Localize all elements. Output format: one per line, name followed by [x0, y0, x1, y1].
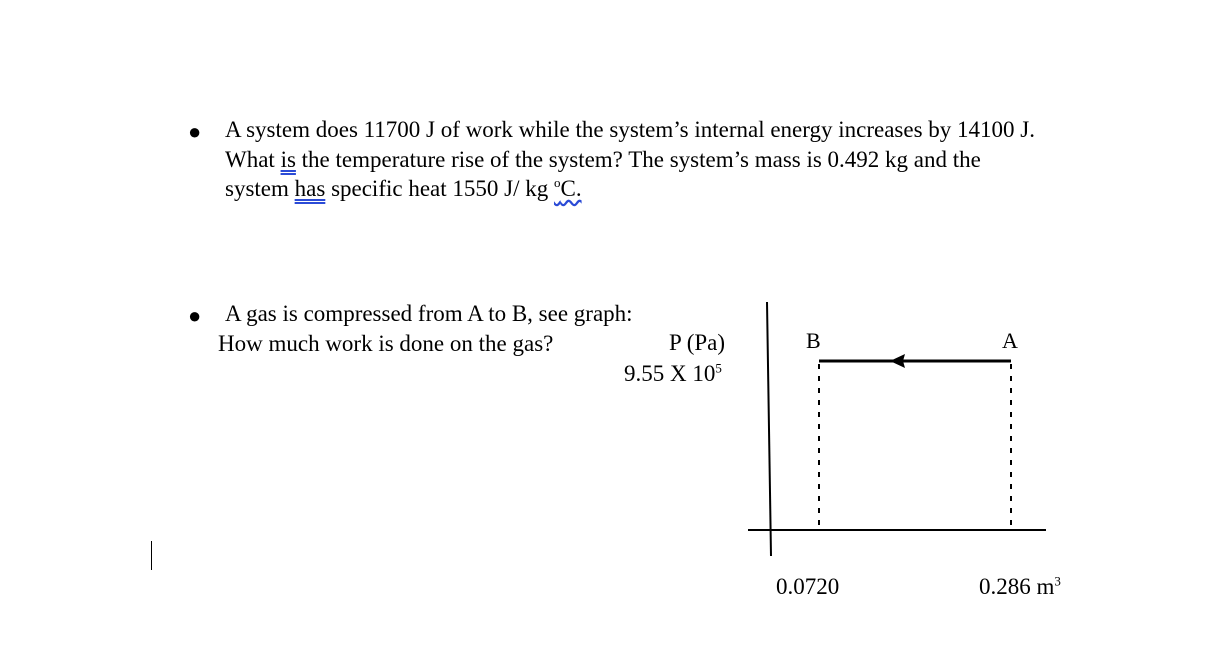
point-b-label: B — [806, 328, 821, 353]
q2-line-1: A gas is compressed from A to B, see graph: — [225, 301, 633, 326]
y-axis-label: P (Pa) — [669, 330, 726, 355]
q1-line-1: A system does 11700 J of work while the system’s internal energy increases by 14100 J. — [225, 117, 1035, 142]
point-a-label: A — [1002, 328, 1018, 353]
spelling-mark-unit: $^o$C. — [553, 175, 582, 201]
x-tick-b-label: 0.0720 — [776, 574, 840, 599]
text-cursor — [151, 541, 152, 570]
y-axis — [767, 302, 771, 556]
bullet-1: ● — [188, 119, 202, 144]
x-tick-a-label: 0.286 $m^3$ — [979, 573, 1061, 599]
direction-arrow-icon — [890, 354, 905, 368]
grammar-mark-is: is — [280, 146, 296, 172]
q2-line-2: How much work is done on the gas? — [218, 330, 554, 356]
q1-line-3: system has specific heat 1550 J/ kg $^o$C. — [225, 175, 582, 201]
bullet-2: ● — [188, 303, 202, 328]
q1-line-2: What is the temperature rise of the system? The system’s mass is 0.492 kg and the — [225, 146, 981, 172]
pressure-tick-label: 9.55 X $10^5$ — [624, 360, 722, 386]
grammar-mark-has: has — [294, 176, 326, 201]
